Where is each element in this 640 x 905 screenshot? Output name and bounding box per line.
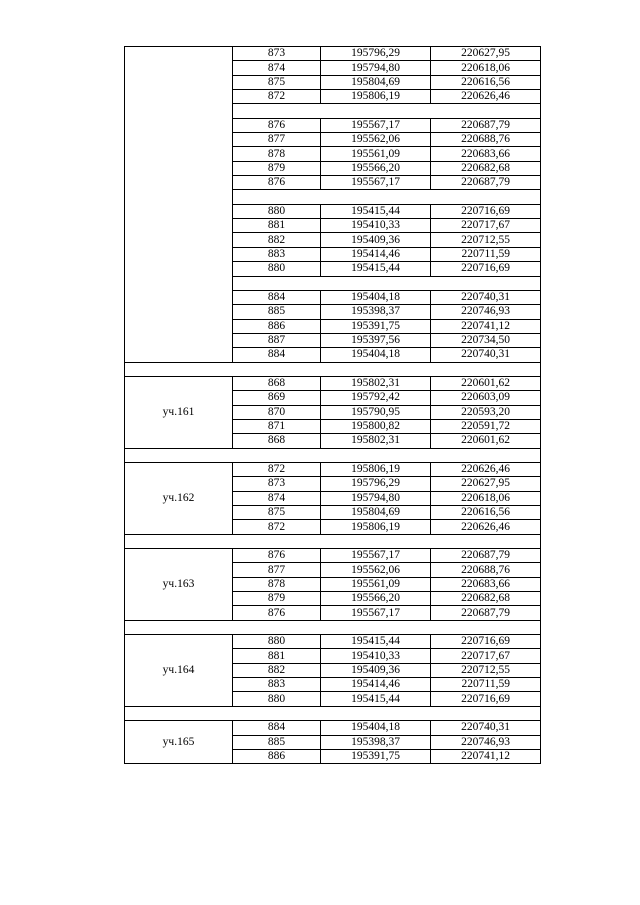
point-number-cell: 869	[233, 391, 321, 405]
point-number-cell: 876	[233, 176, 321, 190]
y-coordinate-cell: 220601,62	[431, 434, 541, 448]
x-coordinate-cell: 195566,20	[321, 161, 431, 175]
plot-label-cell: уч.164	[125, 635, 233, 707]
point-number-cell: 877	[233, 133, 321, 147]
y-coordinate-cell: 220616,56	[431, 75, 541, 89]
y-coordinate-cell: 220717,67	[431, 649, 541, 663]
separator-cell	[125, 620, 541, 634]
x-coordinate-cell: 195391,75	[321, 319, 431, 333]
x-coordinate-cell: 195794,80	[321, 491, 431, 505]
point-number-cell: 872	[233, 520, 321, 534]
y-coordinate-cell: 220687,79	[431, 549, 541, 563]
y-coordinate-cell: 220683,66	[431, 577, 541, 591]
y-coordinate-cell: 220591,72	[431, 419, 541, 433]
x-coordinate-cell: 195414,46	[321, 678, 431, 692]
point-number-cell: 885	[233, 305, 321, 319]
y-coordinate-cell: 220688,76	[431, 563, 541, 577]
y-coordinate-cell: 220618,06	[431, 61, 541, 75]
point-number-cell: 878	[233, 577, 321, 591]
x-coordinate-cell: 195404,18	[321, 721, 431, 735]
point-number-cell: 871	[233, 419, 321, 433]
x-coordinate-cell: 195561,09	[321, 577, 431, 591]
x-coordinate-cell: 195790,95	[321, 405, 431, 419]
point-number-cell: 868	[233, 376, 321, 390]
y-coordinate-cell: 220626,46	[431, 520, 541, 534]
point-number-cell: 882	[233, 233, 321, 247]
point-number-cell: 870	[233, 405, 321, 419]
y-coordinate-cell: 220712,55	[431, 663, 541, 677]
x-coordinate-cell: 195562,06	[321, 133, 431, 147]
y-coordinate-cell: 220626,46	[431, 462, 541, 476]
coordinates-table	[124, 46, 541, 764]
point-number-cell: 880	[233, 262, 321, 276]
point-number-cell: 879	[233, 592, 321, 606]
separator-cell	[125, 448, 541, 462]
x-coordinate-cell: 195562,06	[321, 563, 431, 577]
y-coordinate-cell: 220746,93	[431, 735, 541, 749]
point-number-cell: 875	[233, 506, 321, 520]
table-row	[125, 462, 541, 476]
x-coordinate-cell: 195561,09	[321, 147, 431, 161]
y-coordinate-cell: 220618,06	[431, 491, 541, 505]
point-number-cell: 873	[233, 47, 321, 61]
x-coordinate-cell: 195410,33	[321, 649, 431, 663]
separator-cell	[125, 534, 541, 548]
point-number-cell: 884	[233, 721, 321, 735]
y-coordinate-cell: 220682,68	[431, 592, 541, 606]
group-separator-row	[125, 362, 541, 376]
separator-cell	[233, 190, 541, 204]
y-coordinate-cell: 220688,76	[431, 133, 541, 147]
table-row	[125, 47, 541, 61]
y-coordinate-cell: 220627,95	[431, 477, 541, 491]
x-coordinate-cell: 195398,37	[321, 735, 431, 749]
table-row	[125, 376, 541, 390]
point-number-cell: 868	[233, 434, 321, 448]
table-row	[125, 549, 541, 563]
table-row	[125, 721, 541, 735]
y-coordinate-cell: 220627,95	[431, 47, 541, 61]
coordinates-table-body	[125, 47, 541, 764]
x-coordinate-cell: 195410,33	[321, 219, 431, 233]
point-number-cell: 872	[233, 90, 321, 104]
x-coordinate-cell: 195415,44	[321, 635, 431, 649]
point-number-cell: 882	[233, 663, 321, 677]
group-separator-row	[125, 534, 541, 548]
x-coordinate-cell: 195804,69	[321, 506, 431, 520]
y-coordinate-cell: 220683,66	[431, 147, 541, 161]
y-coordinate-cell: 220740,31	[431, 348, 541, 362]
y-coordinate-cell: 220687,79	[431, 176, 541, 190]
point-number-cell: 880	[233, 204, 321, 218]
x-coordinate-cell: 195404,18	[321, 290, 431, 304]
point-number-cell: 874	[233, 61, 321, 75]
x-coordinate-cell: 195806,19	[321, 520, 431, 534]
x-coordinate-cell: 195806,19	[321, 462, 431, 476]
point-number-cell: 885	[233, 735, 321, 749]
point-number-cell: 886	[233, 749, 321, 763]
x-coordinate-cell: 195804,69	[321, 75, 431, 89]
y-coordinate-cell: 220712,55	[431, 233, 541, 247]
y-coordinate-cell: 220603,09	[431, 391, 541, 405]
x-coordinate-cell: 195397,56	[321, 333, 431, 347]
table-row	[125, 635, 541, 649]
x-coordinate-cell: 195415,44	[321, 262, 431, 276]
plot-label-cell	[125, 47, 233, 363]
y-coordinate-cell: 220716,69	[431, 204, 541, 218]
point-number-cell: 876	[233, 118, 321, 132]
point-number-cell: 874	[233, 491, 321, 505]
y-coordinate-cell: 220716,69	[431, 635, 541, 649]
y-coordinate-cell: 220687,79	[431, 118, 541, 132]
point-number-cell: 875	[233, 75, 321, 89]
group-separator-row	[125, 620, 541, 634]
plot-label-cell: уч.165	[125, 721, 233, 764]
x-coordinate-cell: 195567,17	[321, 176, 431, 190]
plot-label-cell: уч.162	[125, 462, 233, 534]
y-coordinate-cell: 220734,50	[431, 333, 541, 347]
point-number-cell: 884	[233, 348, 321, 362]
y-coordinate-cell: 220626,46	[431, 90, 541, 104]
y-coordinate-cell: 220746,93	[431, 305, 541, 319]
x-coordinate-cell: 195404,18	[321, 348, 431, 362]
x-coordinate-cell: 195802,31	[321, 376, 431, 390]
x-coordinate-cell: 195802,31	[321, 434, 431, 448]
separator-cell	[125, 362, 541, 376]
x-coordinate-cell: 195409,36	[321, 233, 431, 247]
x-coordinate-cell: 195806,19	[321, 90, 431, 104]
group-separator-row	[125, 706, 541, 720]
point-number-cell: 881	[233, 649, 321, 663]
y-coordinate-cell: 220601,62	[431, 376, 541, 390]
x-coordinate-cell: 195796,29	[321, 47, 431, 61]
plot-label-cell: уч.161	[125, 376, 233, 448]
point-number-cell: 876	[233, 549, 321, 563]
y-coordinate-cell: 220711,59	[431, 678, 541, 692]
y-coordinate-cell: 220716,69	[431, 692, 541, 706]
x-coordinate-cell: 195794,80	[321, 61, 431, 75]
point-number-cell: 884	[233, 290, 321, 304]
y-coordinate-cell: 220682,68	[431, 161, 541, 175]
x-coordinate-cell: 195398,37	[321, 305, 431, 319]
point-number-cell: 887	[233, 333, 321, 347]
x-coordinate-cell: 195414,46	[321, 247, 431, 261]
x-coordinate-cell: 195567,17	[321, 549, 431, 563]
point-number-cell: 883	[233, 678, 321, 692]
point-number-cell: 880	[233, 635, 321, 649]
point-number-cell: 876	[233, 606, 321, 620]
separator-cell	[233, 104, 541, 118]
x-coordinate-cell: 195567,17	[321, 606, 431, 620]
x-coordinate-cell: 195796,29	[321, 477, 431, 491]
y-coordinate-cell: 220741,12	[431, 319, 541, 333]
x-coordinate-cell: 195792,42	[321, 391, 431, 405]
x-coordinate-cell: 195409,36	[321, 663, 431, 677]
y-coordinate-cell: 220616,56	[431, 506, 541, 520]
y-coordinate-cell: 220741,12	[431, 749, 541, 763]
point-number-cell: 872	[233, 462, 321, 476]
y-coordinate-cell: 220717,67	[431, 219, 541, 233]
x-coordinate-cell: 195415,44	[321, 692, 431, 706]
y-coordinate-cell: 220740,31	[431, 290, 541, 304]
x-coordinate-cell: 195567,17	[321, 118, 431, 132]
point-number-cell: 881	[233, 219, 321, 233]
separator-cell	[233, 276, 541, 290]
x-coordinate-cell: 195566,20	[321, 592, 431, 606]
x-coordinate-cell: 195800,82	[321, 419, 431, 433]
x-coordinate-cell: 195391,75	[321, 749, 431, 763]
point-number-cell: 877	[233, 563, 321, 577]
point-number-cell: 883	[233, 247, 321, 261]
point-number-cell: 880	[233, 692, 321, 706]
y-coordinate-cell: 220740,31	[431, 721, 541, 735]
group-separator-row	[125, 448, 541, 462]
point-number-cell: 886	[233, 319, 321, 333]
point-number-cell: 879	[233, 161, 321, 175]
y-coordinate-cell: 220593,20	[431, 405, 541, 419]
point-number-cell: 878	[233, 147, 321, 161]
separator-cell	[125, 706, 541, 720]
y-coordinate-cell: 220711,59	[431, 247, 541, 261]
point-number-cell: 873	[233, 477, 321, 491]
y-coordinate-cell: 220716,69	[431, 262, 541, 276]
y-coordinate-cell: 220687,79	[431, 606, 541, 620]
plot-label-cell: уч.163	[125, 549, 233, 621]
x-coordinate-cell: 195415,44	[321, 204, 431, 218]
